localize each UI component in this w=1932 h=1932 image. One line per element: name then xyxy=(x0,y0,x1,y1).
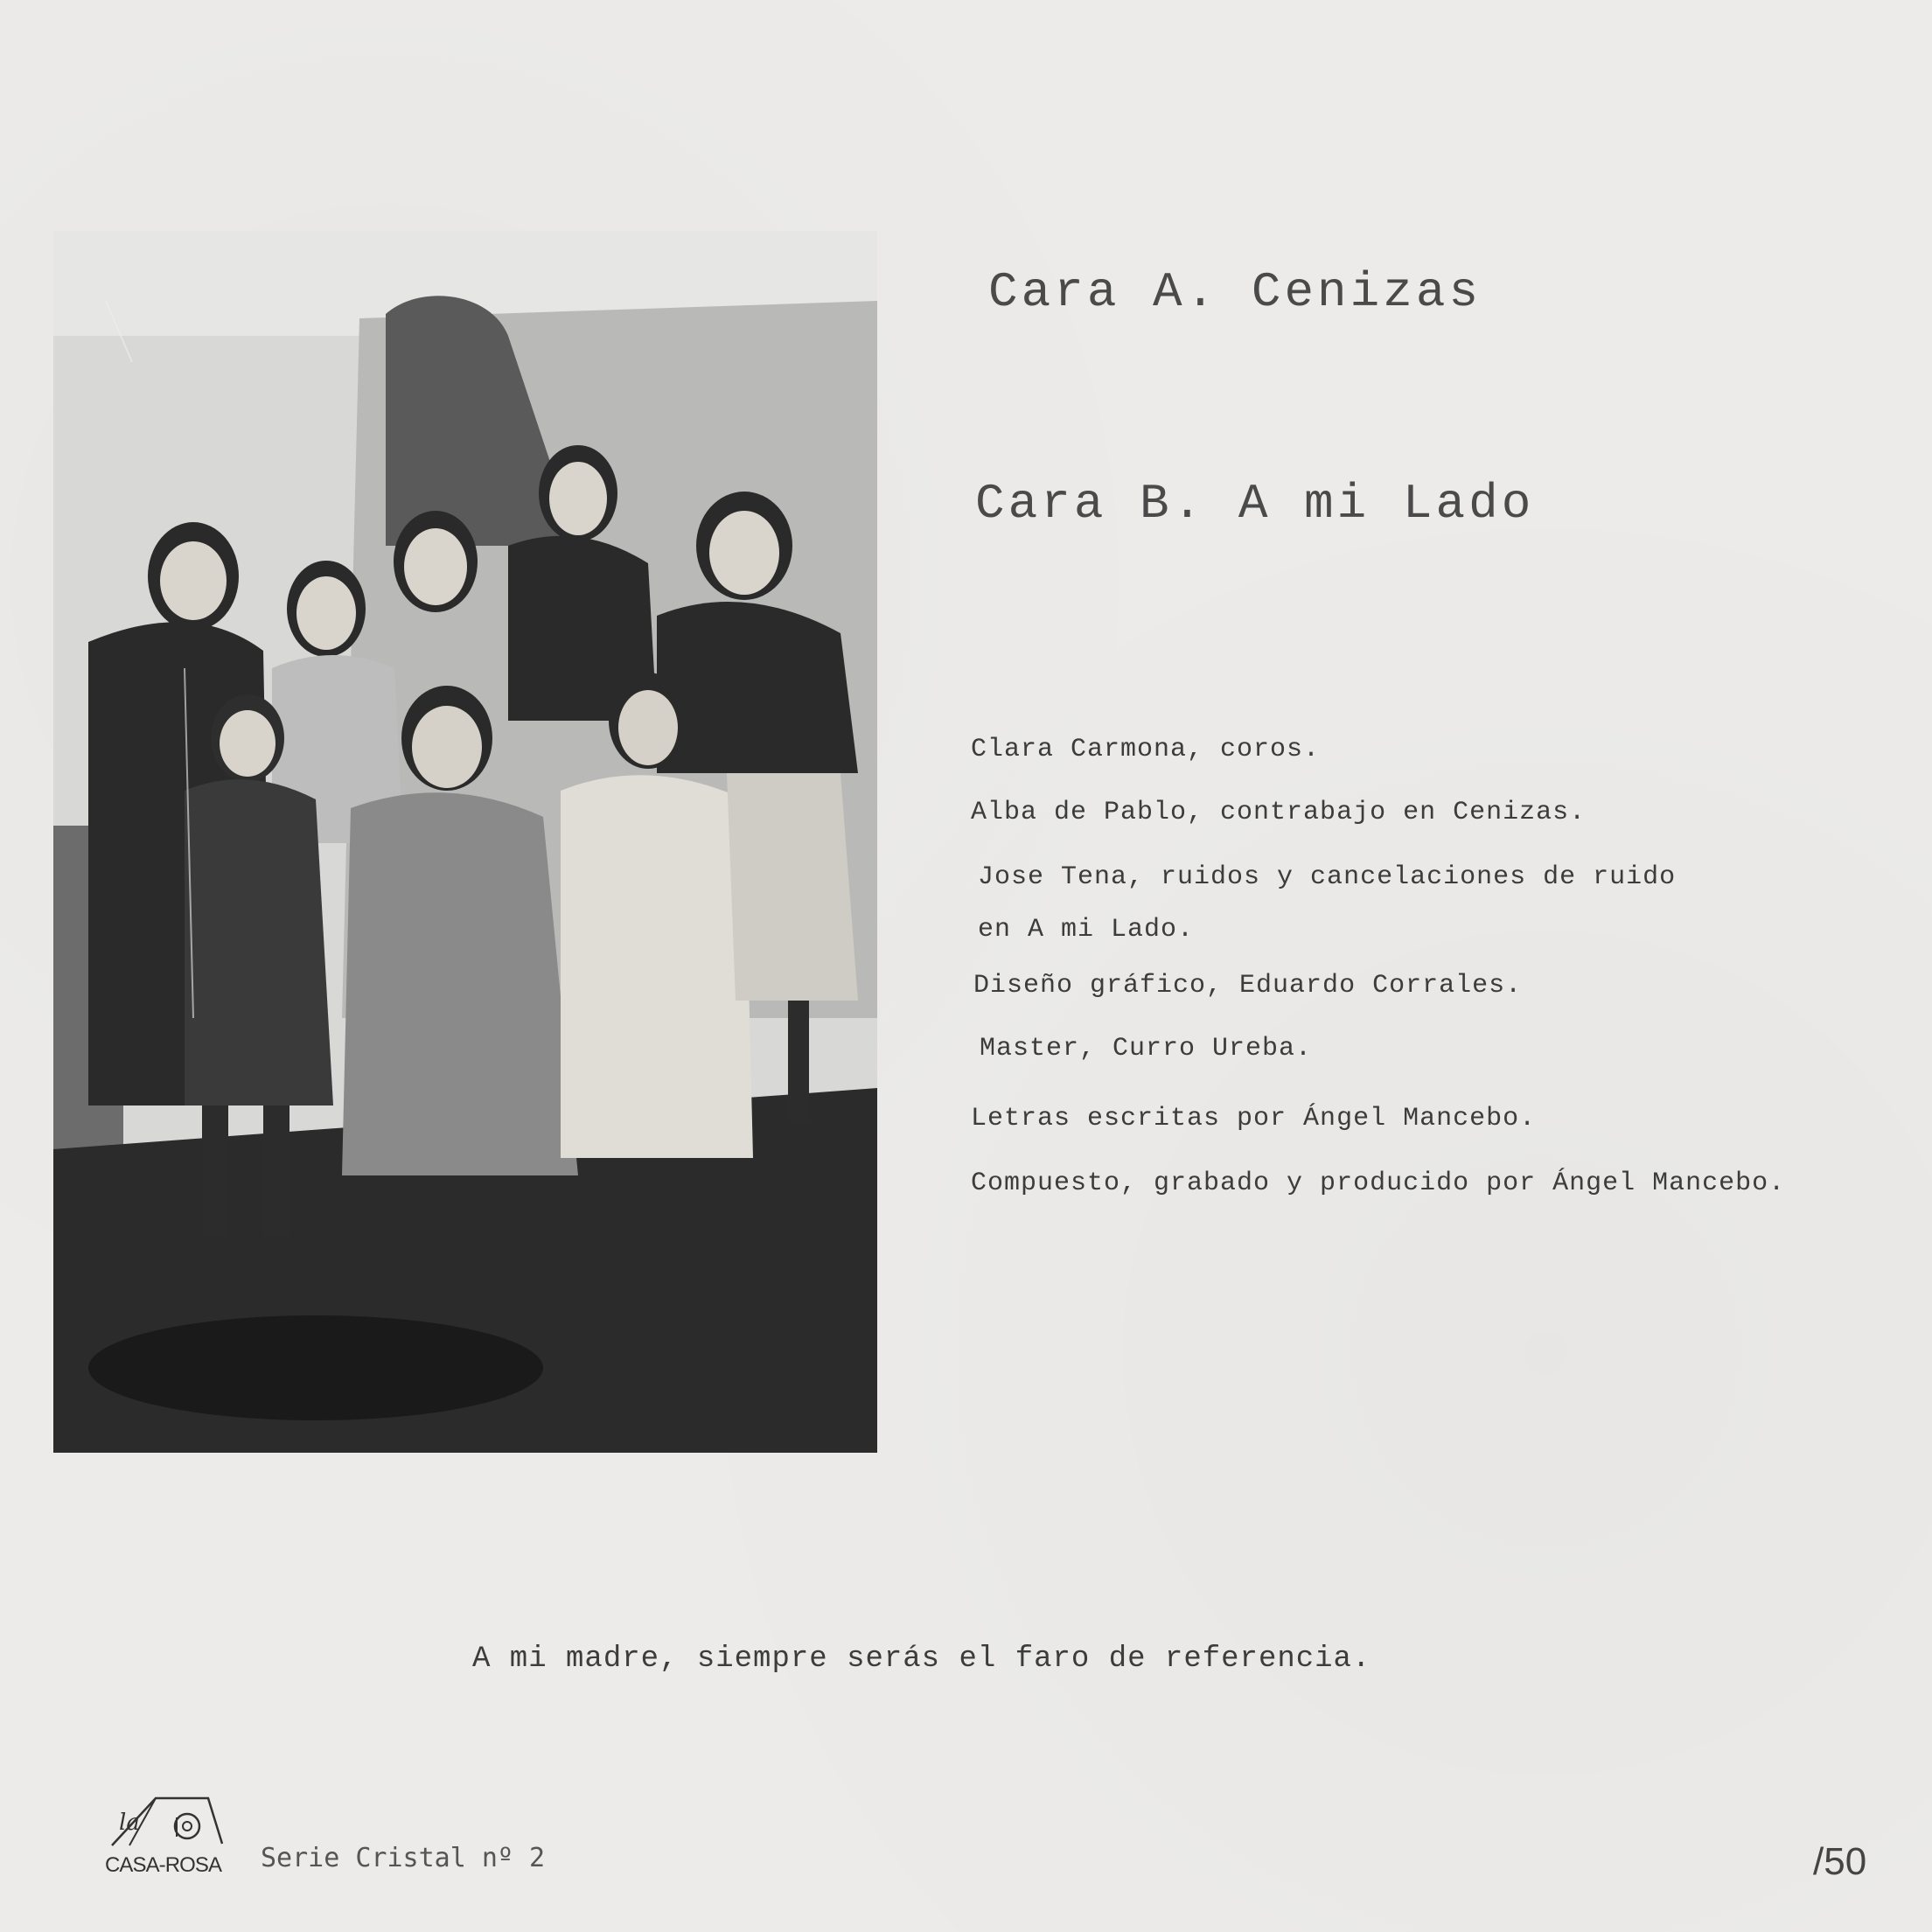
side-a-title: Cara A. Cenizas xyxy=(988,264,1482,320)
dedication-text: A mi madre, siempre serás el faro de referencia. xyxy=(472,1643,1371,1676)
svg-text:la: la xyxy=(119,1810,140,1836)
house-logo-icon xyxy=(103,1791,226,1882)
edition-number: /50 xyxy=(1813,1840,1867,1883)
casa-rosa-logo xyxy=(103,1791,226,1882)
credit-line: Letras escritas por Ángel Mancebo. xyxy=(971,1104,1537,1133)
svg-text:CASA-ROSA: CASA-ROSA xyxy=(105,1853,222,1877)
credit-line: en A mi Lado. xyxy=(978,915,1195,945)
side-b-title: Cara B. A mi Lado xyxy=(975,476,1535,532)
credit-line: Diseño gráfico, Eduardo Corrales. xyxy=(973,971,1523,1001)
photo-image xyxy=(53,231,877,1453)
credit-line: Clara Carmona, coros. xyxy=(971,735,1321,764)
credit-line: Jose Tena, ruidos y cancelaciones de ruido xyxy=(978,862,1677,892)
credit-line: Alba de Pablo, contrabajo en Cenizas. xyxy=(971,798,1587,827)
family-group-photo xyxy=(53,231,877,1453)
series-label: Serie Cristal nº 2 xyxy=(261,1843,546,1873)
credit-line: Compuesto, grabado y producido por Ángel Mancebo. xyxy=(971,1168,1786,1198)
credit-line: Master, Curro Ureba. xyxy=(980,1034,1313,1064)
